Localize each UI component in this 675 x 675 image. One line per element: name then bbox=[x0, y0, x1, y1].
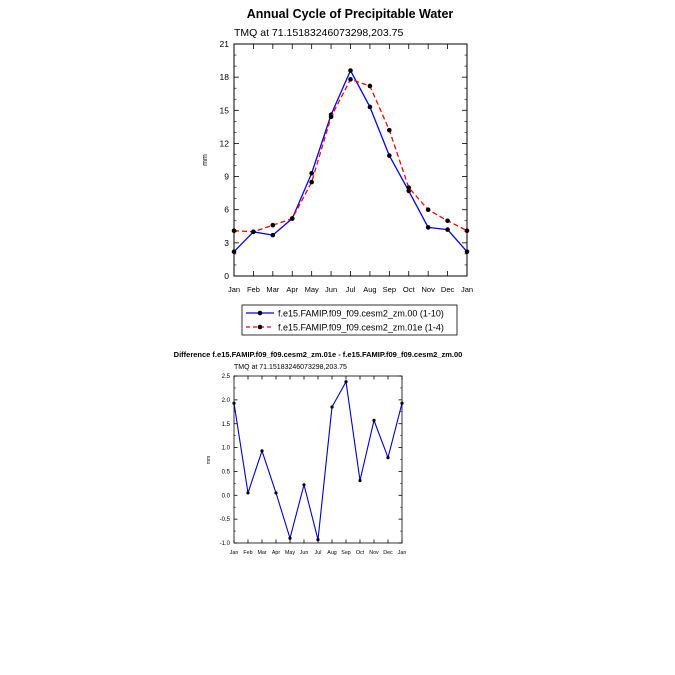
y-tick-label: 6 bbox=[224, 204, 229, 215]
legend-marker-series-2 bbox=[258, 325, 263, 330]
y-tick-label: 0 bbox=[224, 270, 229, 281]
data-point bbox=[368, 84, 373, 89]
data-point bbox=[251, 230, 256, 235]
data-point bbox=[368, 105, 373, 110]
series-line-2 bbox=[234, 79, 467, 231]
x-tick-label: Nov bbox=[369, 550, 379, 556]
difference-chart bbox=[174, 350, 463, 556]
y-tick-label: 1.5 bbox=[221, 421, 230, 428]
y-tick-label: 2.0 bbox=[221, 397, 230, 404]
data-point bbox=[260, 449, 263, 452]
data-point bbox=[426, 225, 431, 230]
data-point bbox=[330, 405, 333, 408]
x-tick-label: May bbox=[284, 550, 296, 556]
data-point bbox=[288, 537, 291, 540]
y-tick-label: 0.0 bbox=[221, 493, 230, 500]
y-tick-label: 21 bbox=[219, 38, 229, 49]
data-point bbox=[290, 216, 295, 221]
data-point bbox=[372, 419, 375, 422]
data-point bbox=[309, 171, 314, 176]
data-point bbox=[445, 227, 450, 232]
data-point bbox=[406, 185, 411, 190]
data-point bbox=[344, 380, 347, 383]
y-tick-label: 0.5 bbox=[221, 469, 230, 476]
x-tick-label: May bbox=[304, 285, 319, 294]
data-point bbox=[387, 153, 392, 158]
x-tick-label: Aug bbox=[363, 285, 377, 294]
chart1-title: Annual Cycle of Precipitable Water bbox=[246, 7, 454, 21]
y-tick-label: 9 bbox=[224, 171, 229, 182]
data-point bbox=[386, 456, 389, 459]
series-line-1 bbox=[234, 382, 402, 540]
data-point bbox=[348, 68, 353, 73]
x-tick-label: Dec bbox=[440, 285, 455, 294]
y-tick-label: 3 bbox=[224, 237, 229, 248]
data-point bbox=[309, 180, 314, 185]
data-point bbox=[302, 483, 305, 486]
data-point bbox=[426, 207, 431, 212]
y-tick-label: 1.0 bbox=[221, 445, 230, 452]
x-tick-label: Aug bbox=[327, 550, 337, 556]
x-tick-label: Apr bbox=[271, 550, 281, 556]
annual-cycle-chart bbox=[202, 7, 473, 335]
x-tick-label: Jul bbox=[314, 550, 322, 556]
y-tick-label: 12 bbox=[219, 138, 229, 149]
x-tick-label: Sep bbox=[382, 285, 397, 294]
x-tick-label: Jan bbox=[397, 550, 407, 556]
chart1-ylabel: mm bbox=[202, 154, 209, 166]
chart1-legend bbox=[242, 305, 457, 335]
legend-marker-series-1 bbox=[258, 311, 263, 316]
x-tick-label: Jul bbox=[345, 285, 356, 294]
x-tick-label: Apr bbox=[286, 285, 299, 294]
y-tick-label: 15 bbox=[219, 105, 229, 116]
data-point bbox=[445, 218, 450, 223]
x-tick-label: Sep bbox=[341, 550, 351, 556]
x-tick-label: Mar bbox=[257, 550, 267, 556]
data-point bbox=[329, 115, 334, 120]
legend-label-series-2: f.e15.FAMIP.f09_f09.cesm2_zm.01e (1-4) bbox=[278, 322, 444, 333]
x-tick-label: Jan bbox=[460, 285, 474, 294]
data-point bbox=[271, 233, 276, 238]
data-point bbox=[271, 223, 276, 228]
x-tick-label: Feb bbox=[246, 285, 260, 294]
data-point bbox=[387, 128, 392, 133]
x-tick-label: Nov bbox=[421, 285, 435, 294]
x-tick-label: Oct bbox=[355, 550, 365, 556]
y-tick-label: -0.5 bbox=[219, 517, 230, 524]
data-point bbox=[358, 479, 361, 482]
legend-label-series-1: f.e15.FAMIP.f09_f09.cesm2_zm.00 (1-10) bbox=[278, 308, 444, 319]
y-tick-label: 2.5 bbox=[221, 374, 230, 381]
data-point bbox=[274, 491, 277, 494]
x-tick-label: Mar bbox=[266, 285, 280, 294]
x-tick-label: Dec bbox=[383, 550, 393, 556]
y-tick-label: 18 bbox=[219, 72, 229, 83]
data-point bbox=[348, 77, 353, 82]
x-tick-label: Feb bbox=[243, 550, 253, 556]
chart2-ylabel: mm bbox=[206, 455, 212, 465]
chart2-subtitle: TMQ at 71.15183246073298,203.75 bbox=[234, 364, 347, 371]
data-point bbox=[246, 491, 249, 494]
y-tick-label: -1.0 bbox=[219, 541, 230, 548]
x-tick-label: Oct bbox=[402, 285, 415, 294]
chart1-subtitle: TMQ at 71.15183246073298,203.75 bbox=[234, 27, 404, 39]
x-tick-label: Jun bbox=[325, 285, 338, 294]
x-tick-label: Jan bbox=[229, 550, 239, 556]
series-line-1 bbox=[234, 71, 467, 252]
chart2-title: Difference f.e15.FAMIP.f09_f09.cesm2_zm.01e - f.e15.FAMIP.f09_f09.cesm2_zm.00 bbox=[173, 350, 463, 359]
x-tick-label: Jan bbox=[227, 285, 241, 294]
x-tick-label: Jun bbox=[299, 550, 309, 556]
